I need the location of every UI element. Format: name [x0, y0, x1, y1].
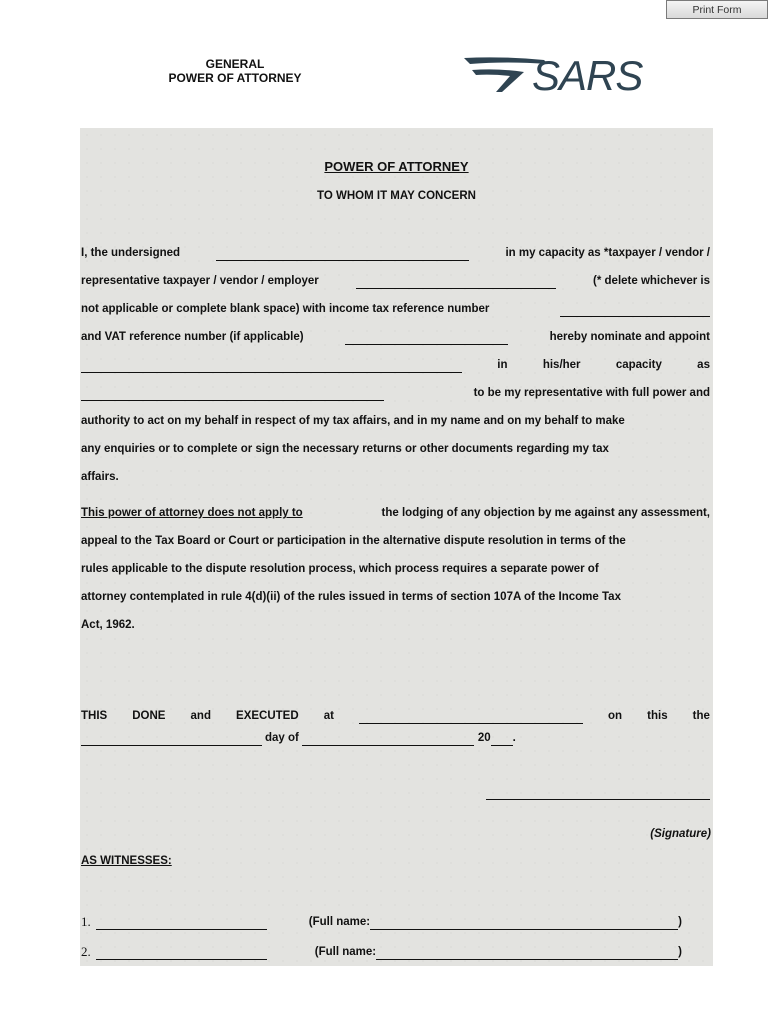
power-of-attorney-form [80, 128, 713, 966]
month-field[interactable] [302, 734, 474, 746]
income-tax-reference-field[interactable] [560, 305, 710, 317]
body-line-6: to be my representative with full power and [81, 385, 710, 401]
execution-line-1: THIS DONE and EXECUTED at on this the [81, 710, 710, 722]
sars-logo [462, 52, 652, 96]
witness-2-full-name-field[interactable] [376, 948, 678, 960]
body-line-2: representative taxpayer / vendor / employer (* delete whichever is [81, 275, 710, 287]
witness-1-full-name-field[interactable] [370, 918, 678, 930]
limitation-line-3: rules applicable to the dispute resolution process, which process requires a separate power of [81, 563, 599, 575]
witnesses-heading: AS WITNESSES: [81, 855, 172, 867]
representative-capacity-field[interactable] [81, 389, 384, 401]
svg-text:SARS: SARS [532, 52, 643, 96]
limitation-line-2: appeal to the Tax Board or Court or participation in the alternative dispute resolution in terms of the [81, 535, 626, 547]
place-field[interactable] [359, 712, 583, 724]
witness-row-2: 2. (Full name: ) [81, 944, 682, 959]
witness-row-1: 1. (Full name: ) [81, 914, 682, 929]
witness-number: 2. [81, 944, 91, 959]
limitation-line-4: attorney contemplated in rule 4(d)(ii) of the rules issued in terms of section 107A of the Income Tax [81, 591, 621, 603]
body-line-4: and VAT reference number (if applicable) hereby nominate and appoint [81, 331, 710, 343]
witness-1-signature-field[interactable] [96, 918, 267, 930]
year-field[interactable] [491, 734, 513, 746]
document-title [150, 57, 320, 85]
limitation-line-1: This power of attorney does not apply to the lodging of any objection by me against any assessment, [81, 507, 710, 519]
signature-label: (Signature) [650, 828, 711, 840]
limitation-underlined: This power of attorney does not apply to [81, 507, 303, 519]
body-line-8: any enquiries or to complete or sign the necessary returns or other documents regarding my tax [81, 443, 609, 455]
representative-name-field[interactable] [81, 361, 462, 373]
witness-2-signature-field[interactable] [96, 948, 267, 960]
witness-number: 1. [81, 914, 91, 929]
form-title: POWER OF ATTORNEY [324, 159, 469, 174]
vat-reference-field[interactable] [345, 333, 508, 345]
body-line-1: I, the undersigned in my capacity as *taxpayer / vendor / [81, 247, 710, 259]
print-form-button[interactable]: Print Form [666, 0, 768, 19]
sars-logo-swoosh-bottom [472, 69, 524, 92]
form-subtitle: TO WHOM IT MAY CONCERN [317, 190, 476, 202]
title-line-general: GENERAL [205, 57, 265, 71]
body-line-7: authority to act on my behalf in respect of my tax affairs, and in my name and on my behalf to make [81, 415, 625, 427]
capacity-field[interactable] [356, 277, 556, 289]
body-line-5: in his/her capacity as [81, 357, 710, 373]
signature-field[interactable] [486, 799, 710, 800]
limitation-line-5: Act, 1962. [81, 619, 135, 631]
title-line-power-of-attorney: POWER OF ATTORNEY [168, 71, 302, 85]
body-line-9: affairs. [81, 471, 119, 483]
day-field[interactable] [81, 734, 262, 746]
body-line-3: not applicable or complete blank space) with income tax reference number [81, 301, 710, 317]
execution-line-2: day of 20 . [81, 730, 710, 746]
undersigned-name-field[interactable] [216, 249, 469, 261]
